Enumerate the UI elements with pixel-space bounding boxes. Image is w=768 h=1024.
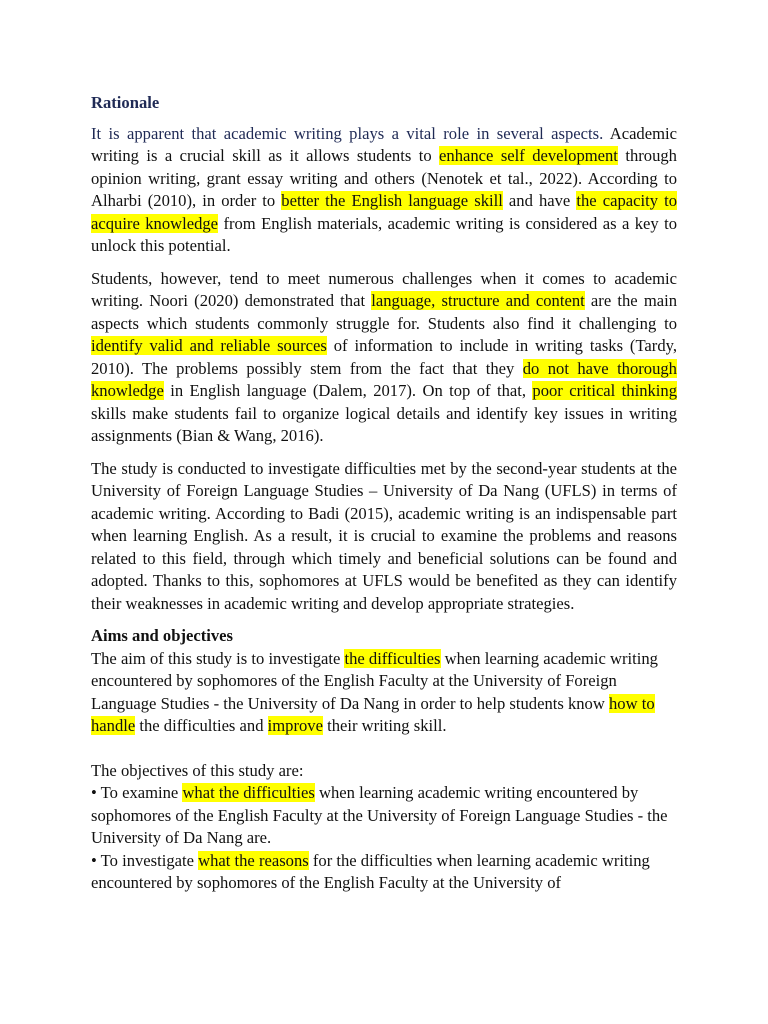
highlight: identify valid and reliable sources — [91, 336, 327, 355]
text-run: • To investigate — [91, 850, 199, 870]
text-run: when learning academic writing encountered by sophomores of the English Faculty at the University of Foreign Language Studies - the University of Da Nang in order to help students know — [91, 648, 658, 713]
highlight: the capacity to acquire knowledge — [91, 191, 677, 233]
highlight: what the reasons — [198, 850, 309, 870]
highlight: what the difficulties — [182, 783, 315, 802]
text-run: • To examine — [91, 783, 183, 802]
text-run: when learning academic writing encountered by sophomores of the English Faculty at the University of Foreign Language Studies - the University of Da Nang are. — [91, 783, 668, 847]
text-run: Academic writing is a crucial skill as it allows students to — [91, 123, 677, 165]
highlight: enhance self development — [439, 146, 618, 165]
text-run: of information to include in writing tasks (Tardy, 2010). The problems possibly stem from the fact that they — [91, 336, 677, 378]
text-run: and have — [502, 191, 577, 210]
aims-paragraph — [91, 648, 677, 738]
text-run: from English materials, academic writing is considered as a key to unlock this potential. — [91, 213, 677, 255]
text-run: The aim of this study is to investigate — [91, 648, 345, 668]
text-run: skills make students fail to organize logical details and identify key issues in writing assignments (Bian & Wang, 2016). — [91, 403, 677, 445]
highlight: how to handle — [91, 693, 655, 735]
rationale-paragraph-2 — [91, 268, 677, 448]
highlight: poor critical thinking — [532, 381, 677, 400]
highlight: better the English language skill — [281, 191, 503, 210]
text-run: in English language (Dalem, 2017). On top of that, — [163, 381, 533, 400]
objective-item-2 — [91, 850, 677, 895]
rationale-paragraph-3: The study is conducted to investigate difficulties met by the second-year students at the University of Foreign Language Studies – University of Da Nang (UFLS) in terms of academic writing. According to Badi (2015), academic writing is an indispensable part when learning English. As a result, it is crucial to examine the problems and reasons related to this field, through which timely and beneficial solutions can be found and adopted. Thanks to this, sophomores at UFLS would be benefited as they can identify their weaknesses in academic writing and develop appropriate strategies. — [91, 458, 677, 613]
rationale-paragraph-1 — [91, 123, 677, 258]
document-page — [91, 92, 677, 895]
highlight: language, structure and content — [371, 291, 585, 310]
text-run: the difficulties and — [135, 716, 268, 735]
text-run: through opinion writing, grant essay writing and others (Nenotek et tal., 2022). According to Alharbi (2010), in order to — [91, 146, 677, 210]
rationale-heading: Rationale — [91, 93, 160, 112]
text-run: for the difficulties when learning academic writing encountered by sophomores of the English Faculty at the University of — [91, 850, 650, 892]
highlight: improve — [267, 716, 323, 735]
intro-sentence: It is apparent that academic writing plays a vital role in several aspects. — [91, 123, 604, 143]
highlight: do not have thorough knowledge — [91, 358, 677, 400]
text-run: Students, however, tend to meet numerous challenges when it comes to academic writing. Noori (2020) demonstrated that — [91, 268, 677, 310]
objectives-intro: The objectives of this study are: — [91, 760, 304, 780]
objective-item-1 — [91, 782, 677, 850]
text-run: their writing skill. — [322, 716, 447, 735]
text-run: are the main aspects which students commonly struggle for. Students also find it challenging to — [91, 291, 678, 333]
aims-heading: Aims and objectives — [91, 626, 233, 645]
highlight: the difficulties — [344, 648, 441, 668]
blank-line — [91, 738, 677, 760]
